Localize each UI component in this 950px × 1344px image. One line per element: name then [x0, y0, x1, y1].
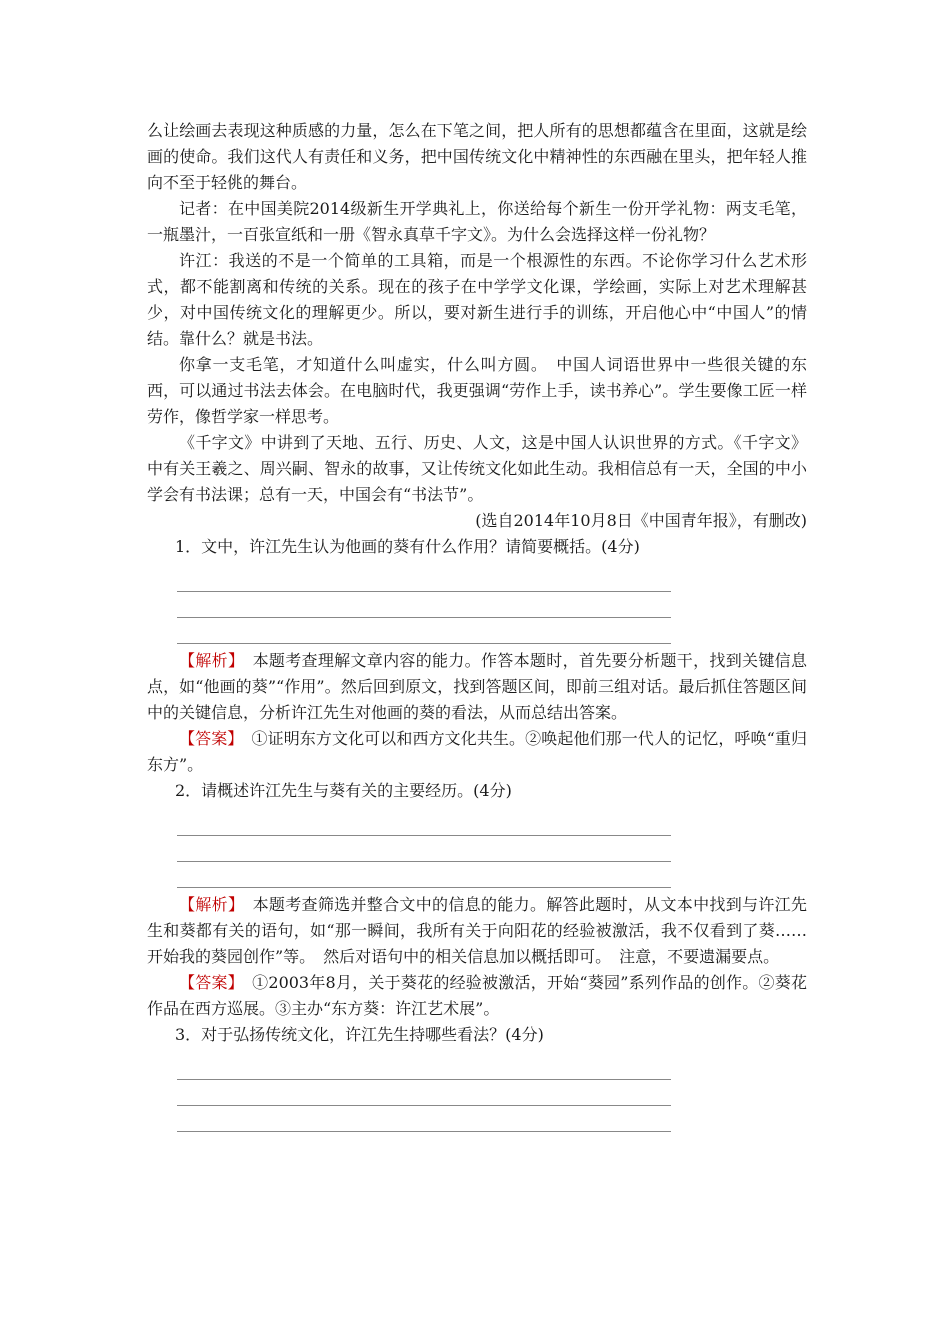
answer-lines-2[interactable]	[177, 810, 807, 888]
answer-line[interactable]	[177, 592, 671, 618]
passage-paragraph: 《千字文》中讲到了天地、五行、历史、人文，这是中国人认识世界的方式。《千字文》中有关王羲之、周兴嗣、智永的故事，又让传统文化如此生动。我相信总有一天，全国的中小学会有书法课；总有一天，中国会有“书法节”。	[147, 433, 807, 504]
answer-line[interactable]	[177, 1054, 671, 1080]
answer-line[interactable]	[177, 810, 671, 836]
passage-paragraph: 么让绘画去表现这种质感的力量，怎么在下笔之间，把人所有的思想都蕴含在里面，这就是绘画的使命。我们这代人有责任和义务，把中国传统文化中精神性的东西融在里头，把年轻人推向不至于轻佻的舞台。	[147, 121, 807, 192]
question-1: 1．文中，许江先生认为他画的葵有什么作用？请简要概括。(4分)	[175, 537, 640, 556]
analysis-text: 本题考查理解文章内容的能力。作答本题时，首先要分析题干，找到关键信息点，如“他画的葵”“作用”。然后回到原文，找到答题区间，即前三组对话。最后抓住答题区间中的关键信息，分析许江先生对他画的葵的看法，从而总结出答案。	[147, 651, 807, 722]
answer-tag: 【答案】	[179, 729, 236, 748]
question-2: 2．请概述许江先生与葵有关的主要经历。(4分)	[175, 781, 512, 800]
answer-2	[147, 970, 807, 1022]
answer-lines-1[interactable]	[177, 566, 807, 644]
analysis-tag: 【解析】	[179, 651, 237, 670]
analysis-1	[147, 648, 807, 726]
answer-line[interactable]	[177, 862, 671, 888]
answer-tag: 【答案】	[179, 973, 236, 992]
answer-text: ①证明东方文化可以和西方文化共生。②唤起他们那一代人的记忆，呼唤“重归东方”。	[147, 729, 807, 774]
answer-text: ①2003年8月，关于葵花的经验被激活，开始“葵园”系列作品的创作。②葵花作品在西方巡展。③主办“东方葵：许江艺术展”。	[147, 973, 807, 1018]
analysis-2	[147, 892, 807, 970]
answer-1	[147, 726, 807, 778]
question-3: 3．对于弘扬传统文化，许江先生持哪些看法？(4分)	[175, 1025, 544, 1044]
answer-line[interactable]	[177, 836, 671, 862]
analysis-tag: 【解析】	[179, 895, 237, 914]
answer-line[interactable]	[177, 1106, 671, 1132]
document-body	[147, 118, 807, 1136]
passage-paragraph: 记者：在中国美院2014级新生开学典礼上，你送给每个新生一份开学礼物：两支毛笔，一瓶墨汁，一百张宣纸和一册《智永真草千字文》。为什么会选择这样一份礼物？	[147, 199, 807, 244]
analysis-text: 本题考查筛选并整合文中的信息的能力。解答此题时，从文本中找到与许江先生和葵都有关的语句，如“那一瞬间，我所有关于向阳花的经验被激活，我不仅看到了葵……开始我的葵园创作”等。 然后对语句中的相关信息加以概括即可。 注意，不要遗漏要点。	[147, 895, 807, 966]
answer-lines-3[interactable]	[177, 1054, 807, 1132]
source-citation: (选自2014年10月8日《中国青年报》，有删改)	[475, 511, 807, 530]
answer-line[interactable]	[177, 618, 671, 644]
answer-line[interactable]	[177, 566, 671, 592]
passage-paragraph: 你拿一支毛笔，才知道什么叫虚实，什么叫方圆。 中国人词语世界中一些很关键的东西，可以通过书法去体会。在电脑时代，我更强调“劳作上手，读书养心”。学生要像工匠一样劳作，像哲学家一样思考。	[147, 355, 807, 426]
passage-paragraph: 许江：我送的不是一个简单的工具箱，而是一个根源性的东西。不论你学习什么艺术形式，都不能割离和传统的关系。现在的孩子在中学学文化课，学绘画，实际上对艺术理解甚少，对中国传统文化的理解更少。所以，要对新生进行手的训练，开启他心中“中国人”的情结。靠什么？就是书法。	[147, 251, 807, 348]
answer-line[interactable]	[177, 1080, 671, 1106]
